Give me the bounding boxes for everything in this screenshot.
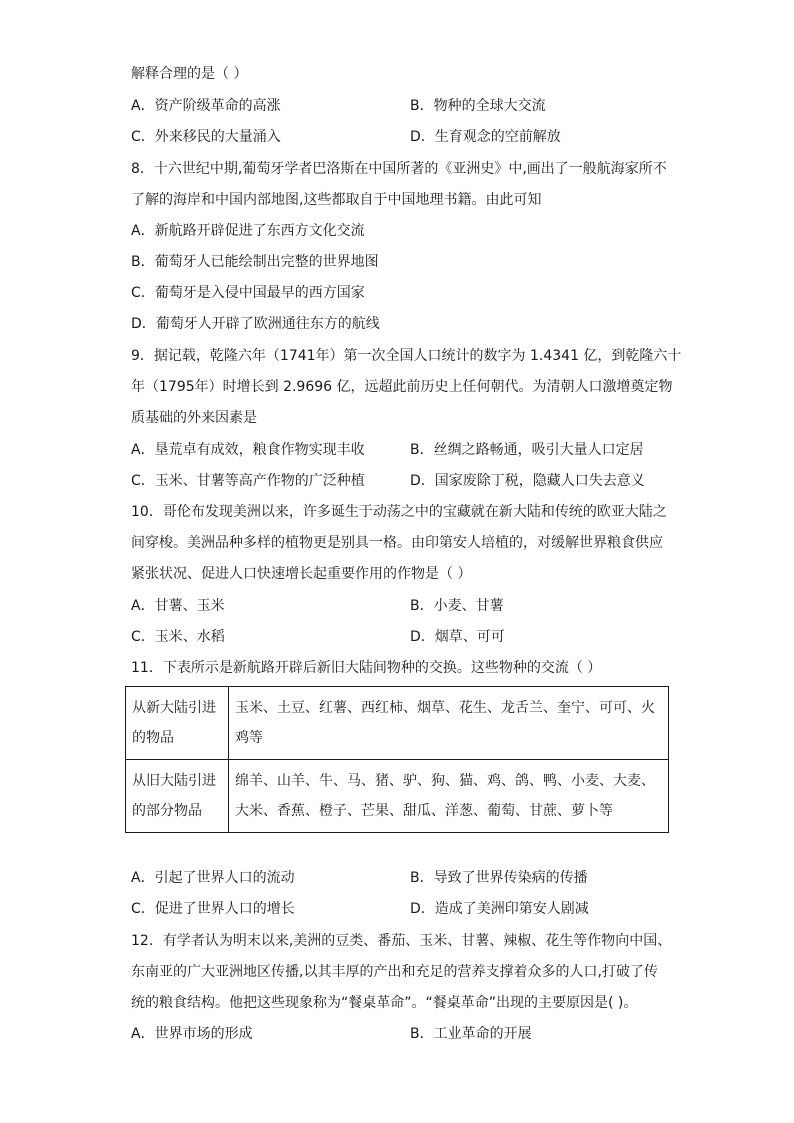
q11-option-c[interactable]: C．促进了世界人口的增长: [131, 901, 295, 917]
q11-stem: 11．下表所示是新航路开辟后新旧大陆间物种的交换。这些物种的交流（ ）: [131, 660, 602, 676]
q10-option-d[interactable]: D．烟草、可可: [410, 629, 505, 645]
table-header-cell: [126, 760, 229, 833]
q8-option-d[interactable]: D．葡萄牙人开辟了欧洲通往东方的航线: [131, 316, 380, 332]
q11-option-d[interactable]: D．造成了美洲印第安人剧减: [410, 901, 589, 917]
q12-option-b[interactable]: B．工业革命的开展: [410, 1026, 532, 1042]
q8-stem-line: 了解的海岸和中国内部地图,这些都取自于中国地理书籍。由此可知: [131, 192, 542, 208]
q10-option-a[interactable]: A．甘薯、玉米: [131, 598, 225, 614]
q7-option-d[interactable]: D．生育观念的空前解放: [410, 129, 561, 145]
table-body-cell: [229, 687, 669, 760]
q9-stem-line: 9．据记载，乾隆六年（1741年）第一次全国人口统计的数字为 1.4341 亿，到乾隆六十: [131, 348, 682, 364]
cell-text: 大米、香蕉、橙子、芒果、甜瓜、洋葱、葡萄、甘蔗、萝卜等: [235, 803, 613, 819]
q8-stem-line: 8．十六世纪中期,葡萄牙学者巴洛斯在中国所著的《亚洲史》中,画出了一般航海家所不: [131, 161, 667, 177]
q9-option-b[interactable]: B．丝绸之路畅通，吸引大量人口定居: [410, 442, 644, 458]
cell-text: 的部分物品: [132, 803, 202, 819]
q12-stem-line: 东南亚的广大亚洲地区传播,以其丰厚的产出和充足的营养支撑着众多的人口,打破了传: [131, 964, 658, 980]
cell-text: 的物品: [132, 730, 174, 746]
table-row: [126, 760, 669, 833]
q12-stem-line: 12．有学者认为明末以来,美洲的豆类、番茄、玉米、甘薯、辣椒、花生等作物向中国、: [131, 933, 672, 949]
q11-option-a[interactable]: A．引起了世界人口的流动: [131, 870, 295, 886]
cell-text: 从旧大陆引进: [132, 773, 216, 789]
q9-stem-line: 质基础的外来因素是: [131, 410, 257, 426]
q7-option-c[interactable]: C．外来移民的大量涌入: [131, 129, 281, 145]
q10-stem-line: 间穿梭。美洲品种多样的植物更是别具一格。由印第安人培植的，对缓解世界粮食供应: [131, 535, 663, 551]
q9-stem-line: 年（1795年）时增长到 2.9696 亿，远超此前历史上任何朝代。为清朝人口激增奠定物: [131, 379, 673, 395]
q10-stem-line: 10．哥伦布发现美洲以来，许多诞生于动荡之中的宝藏就在新大陆和传统的欧亚大陆之: [131, 504, 667, 520]
q11-option-b[interactable]: B．导致了世界传染病的传播: [410, 870, 588, 886]
q7-option-b[interactable]: B．物种的全球大交流: [410, 98, 546, 114]
q7-stem: 解释合理的是（ ）: [131, 66, 248, 82]
cell-text: 从新大陆引进: [132, 700, 216, 716]
q9-option-c[interactable]: C．玉米、甘薯等高产作物的广泛种植: [131, 473, 365, 489]
cell-text: 玉米、土豆、红薯、西红柿、烟草、花生、龙舌兰、奎宁、可可、火: [235, 700, 655, 716]
cell-text: 鸡等: [235, 730, 263, 746]
table-header-cell: [126, 687, 229, 760]
cell-text: 绵羊、山羊、牛、马、猪、驴、狗、猫、鸡、鸽、鸭、小麦、大麦、: [235, 773, 655, 789]
q7-option-a[interactable]: A．资产阶级革命的高涨: [131, 98, 281, 114]
table-body-cell: [229, 760, 669, 833]
q10-option-c[interactable]: C．玉米、水稻: [131, 629, 225, 645]
table-row: [126, 687, 669, 760]
q8-option-c[interactable]: C．葡萄牙是入侵中国最早的西方国家: [131, 285, 365, 301]
q9-option-d[interactable]: D．国家废除丁税，隐藏人口失去意义: [410, 473, 645, 489]
q9-option-a[interactable]: A．垦荒卓有成效，粮食作物实现丰收: [131, 442, 365, 458]
q10-option-b[interactable]: B．小麦、甘薯: [410, 598, 504, 614]
q10-stem-line: 紧张状况、促进人口快速增长起重要作用的作物是（ ）: [131, 566, 472, 582]
q12-stem-line: 统的粮食结构。他把这些现象称为“餐桌革命”。“餐桌革命”出现的主要原因是( )。: [131, 995, 638, 1011]
species-exchange-table: [125, 686, 669, 833]
q8-option-b[interactable]: B．葡萄牙人已能绘制出完整的世界地图: [131, 254, 379, 270]
q8-option-a[interactable]: A．新航路开辟促进了东西方文化交流: [131, 223, 365, 239]
q12-option-a[interactable]: A．世界市场的形成: [131, 1026, 253, 1042]
